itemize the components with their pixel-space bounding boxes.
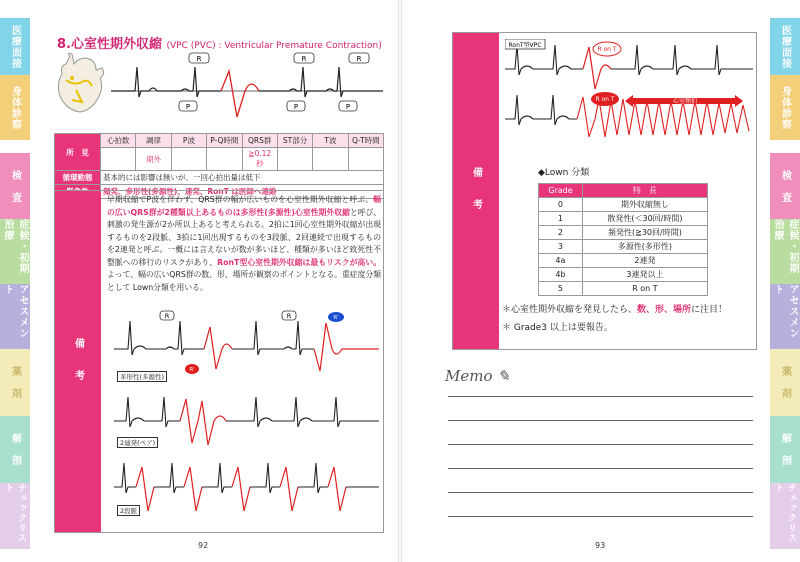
page-number-right: 93 xyxy=(595,541,606,550)
tab-tests[interactable]: 検 査 xyxy=(0,153,30,219)
lown-table xyxy=(538,183,708,296)
strip-label-p1: P xyxy=(185,103,191,111)
hdr-qrs: QRS群 xyxy=(242,134,277,148)
hdr-st: ST部分 xyxy=(277,134,312,148)
lown-hdr-grade: Grade xyxy=(539,184,583,198)
lown-grade: 4a xyxy=(539,254,583,268)
memo-line xyxy=(448,516,753,517)
book-spine xyxy=(398,0,402,562)
hdr-p-wave: P波 xyxy=(171,134,206,148)
lown-grade: 3 xyxy=(539,240,583,254)
ront-ecg xyxy=(505,39,753,139)
val-p-wave xyxy=(171,148,206,171)
strip-label-r2: R xyxy=(301,55,307,63)
val-st xyxy=(277,148,312,171)
lown-grade: 5 xyxy=(539,282,583,296)
memo-line xyxy=(448,396,753,397)
ecg1-mark-r2: R xyxy=(286,312,292,320)
val-qrs: ≧0.12秒 xyxy=(242,148,277,171)
tab-assessment-right[interactable]: アセスメント xyxy=(770,284,800,349)
lown-feature: 頻発性(≧30回/時間) xyxy=(582,226,707,240)
tab-tests-right[interactable]: 検 査 xyxy=(770,153,800,219)
left-page xyxy=(35,0,390,562)
lown-feature: 多源性(多形性) xyxy=(582,240,707,254)
lown-feature: 散発性(＜30回/時間) xyxy=(582,212,707,226)
val-rhythm: 期外 xyxy=(136,148,171,171)
hdr-heart-rate: 心拍数 xyxy=(101,134,136,148)
lown-grade: 1 xyxy=(539,212,583,226)
val-heart-rate xyxy=(101,148,136,171)
tab-drugs-right[interactable]: 薬 剤 xyxy=(770,349,800,416)
tab-interview[interactable]: 医療面接 xyxy=(0,18,30,75)
ecg3-caption: 2段脈 xyxy=(117,505,140,516)
ecg-multiform xyxy=(114,309,379,385)
memo-line xyxy=(448,492,753,493)
memo-heading: Memo ✎ xyxy=(445,367,510,385)
heart-illustration xyxy=(52,52,108,116)
val-qt-time xyxy=(348,148,383,171)
strip-label-r3: R xyxy=(356,55,362,63)
lown-feature: 3連発以上 xyxy=(582,268,707,282)
strip-label-r1: R xyxy=(196,55,202,63)
findings-label: 所 見 xyxy=(55,134,101,171)
lown-feature: R on T xyxy=(582,282,707,296)
lown-grade: 4b xyxy=(539,268,583,282)
memo-line xyxy=(448,420,753,421)
memo-line xyxy=(448,468,753,469)
tab-checklist-right[interactable]: チェックリスト xyxy=(770,483,800,549)
hemodynamics-label: 循環動態 xyxy=(55,171,101,185)
strip-label-p3: P xyxy=(345,103,351,111)
tab-symptoms[interactable]: 症候・初期治療 xyxy=(0,219,30,284)
hdr-rhythm: 調律 xyxy=(136,134,171,148)
tab-anatomy-right[interactable]: 解 剖 xyxy=(770,416,800,483)
pen-icon: ✎ xyxy=(497,367,510,385)
ecg1-mark-rprime1: R' xyxy=(189,367,195,373)
lown-feature: 2連発 xyxy=(582,254,707,268)
page-title: 8.心室性期外収縮 (VPC (PVC) : Ventricular Premature Contraction) xyxy=(57,37,382,52)
tab-symptoms-right[interactable]: 症候・初期治療 xyxy=(770,219,800,284)
ecg1-mark-r1: R xyxy=(164,312,170,320)
tab-interview-right[interactable]: 医療面接 xyxy=(770,18,800,75)
ecg1-caption: 多形性(多源性) xyxy=(117,371,167,382)
note-report: ＊ Grade3 以上は要報告。 xyxy=(502,323,613,333)
remarks-label: 備 考 xyxy=(55,191,101,532)
page-number-left: 92 xyxy=(198,541,209,550)
hemodynamics-text: 基本的には影響は無いが、一回心拍出量は低下 xyxy=(101,171,384,185)
vpc-example-strip xyxy=(111,51,383,123)
strip-label-p2: P xyxy=(293,103,299,111)
remarks-label-right: 備 考 xyxy=(453,33,499,349)
urgency-text: 頻発、多形性(多源性)、連発、RonT は医師へ連絡 xyxy=(101,185,384,199)
lown-feature: 期外収縮無し xyxy=(582,198,707,212)
hdr-qt-time: Q-T時間 xyxy=(348,134,383,148)
tab-anatomy[interactable]: 解 剖 xyxy=(0,416,30,483)
lown-hdr-feature: 特 長 xyxy=(582,184,707,198)
tab-checklist[interactable]: チェックリスト xyxy=(0,483,30,549)
ront-bubble-2: R on T xyxy=(595,96,615,103)
ecg-couplet xyxy=(114,389,379,451)
tab-assessment[interactable]: アセスメント xyxy=(0,284,30,349)
lown-grade: 0 xyxy=(539,198,583,212)
lown-title: ◆Lown 分類 xyxy=(538,168,590,178)
ront-box-label: RonT型VPC xyxy=(508,42,542,49)
hdr-t-wave: T波 xyxy=(313,134,348,148)
remarks-box xyxy=(54,190,384,533)
val-pq-time xyxy=(207,148,242,171)
ecg1-mark-rprime2: R' xyxy=(333,315,339,321)
ecg2-caption: 2連発(ペア) xyxy=(117,437,158,448)
memo-line xyxy=(448,444,753,445)
lown-grade: 2 xyxy=(539,226,583,240)
ecg-bigeminy xyxy=(114,457,379,519)
right-page xyxy=(408,0,765,562)
tab-physical-exam[interactable]: 身体診察 xyxy=(0,75,30,140)
tab-drugs[interactable]: 薬 剤 xyxy=(0,349,30,416)
vt-label: 心室頻拍 xyxy=(672,98,698,105)
hdr-pq-time: P-Q時間 xyxy=(207,134,242,148)
note-observe: ＊心室性期外収縮を発見したら、数、形、場所に注目！ xyxy=(502,305,728,315)
ront-bubble-1: R on T xyxy=(597,46,617,53)
remarks-text: 早期収縮でP波を伴わず、QRS群の幅が広いものを心室性期外収縮と呼ぶ。幅の広いQRS群が2種類以上あるものは多形性(多源性)心室性期外収縮と呼び、刺激の発生源が2か所以上あると考えられる。2拍に1回心室性期外収縮が出現するものを2段脈、3拍に1回出現するものを3段脈、2回連続で出現するものを2連発と呼ぶ。一概には言えないが数が多いほど、種類が多いほど致死性不整脈への移行のリスクがあり、RonT型心室性期外収縮は最もリスクが高い。よって、幅の広いQRS群の数、形、場所が観察のポイントとなる。重症度分類として Lown分類を用いる。 xyxy=(107,195,382,292)
tab-physical-exam-right[interactable]: 身体診察 xyxy=(770,75,800,140)
val-t-wave xyxy=(313,148,348,171)
